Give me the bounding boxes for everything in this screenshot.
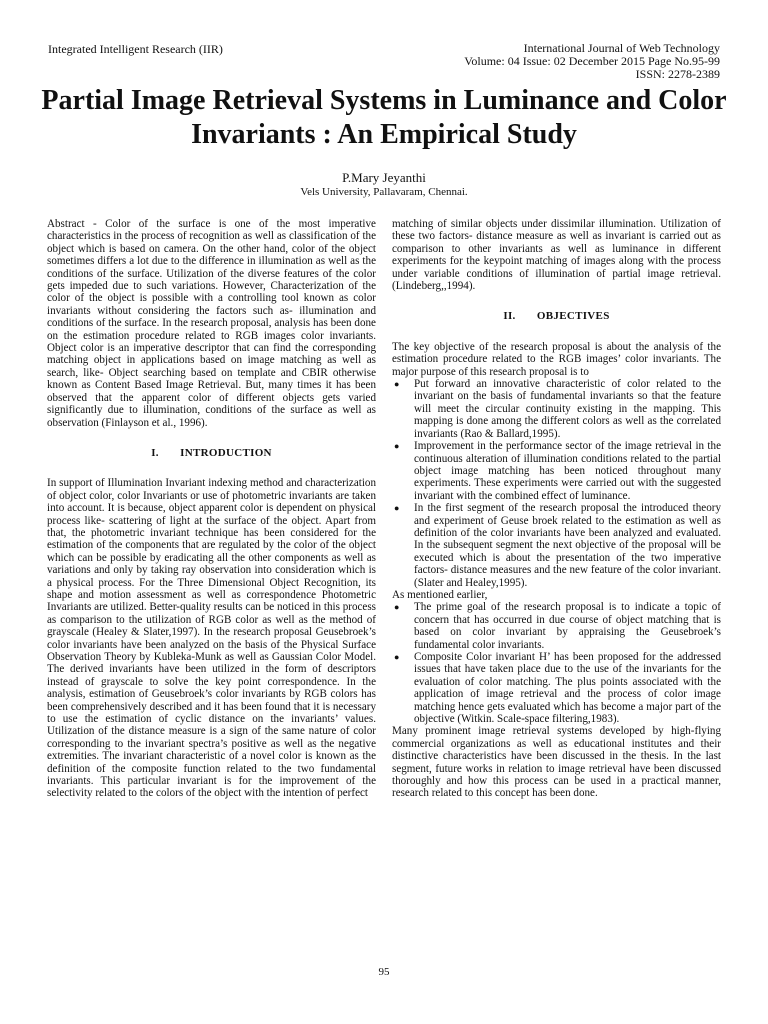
- goals-list: [392, 601, 721, 725]
- paper-title: Partial Image Retrieval Systems in Luminance and Color Invariants : An Empirical Study: [41, 85, 727, 150]
- bullet-icon: ●: [394, 379, 400, 390]
- list-item: ● Composite Color invariant H’ has been proposed for the addressed issues that have taken place due to the use of the invariants for the evaluation of color matching. The plus points associated with the application of image retrieval and the process of color image matching hence gets evaluated which has become a major part of the objective (Witkin. Scale-space filtering,1983).: [394, 651, 721, 726]
- introduction-continued: matching of similar objects under dissimilar illumination. Utilization of these two factors- distance measure as well as invariant is carried out as comparison to other invariants as well as luminance in different experiments for the keypoint matching of images along with the process under variable conditions of illumination of partial image retrieval. (Lindeberg,,1994).: [392, 218, 721, 293]
- introduction-heading: I. INTRODUCTION: [151, 446, 272, 459]
- right-column: [392, 218, 721, 800]
- objectives-heading: II. OBJECTIVES: [503, 310, 610, 323]
- bullet-icon: ●: [394, 652, 400, 662]
- bullet-icon: ●: [394, 441, 400, 452]
- journal-issn: ISSN: 2278-2389: [635, 67, 720, 81]
- objectives-list: [392, 378, 721, 589]
- page-number: 95: [378, 966, 390, 978]
- list-item: ● In the first segment of the research proposal the introduced theory and experiment of Geuse broek related to the estimation as well as definition of the color invariants have been analyzed and evaluated. In the subsequent segment the next objective of the proposal will be executed which is about the presentation of the two imperative factors- distance measures and the new feature of the color invariant. (Slater and Healey,1995).: [394, 502, 721, 589]
- journal-info: [464, 42, 720, 81]
- left-column: [47, 218, 376, 800]
- bullet-icon: ●: [394, 503, 400, 514]
- journal-name: International Journal of Web Technology: [523, 41, 720, 55]
- list-item: ● Improvement in the performance sector of the image retrieval in the continuous alteration of illumination conditions related to the partial object image matching has been noticed throughout many experiments. These experiments were carried out with the suggested invariant with the combined effect of luminance.: [394, 440, 721, 502]
- bullet-icon: ●: [394, 602, 400, 613]
- mentioned-text: As mentioned earlier,: [392, 588, 488, 601]
- author-affiliation: Vels University, Pallavaram, Chennai.: [300, 186, 468, 198]
- introduction-text: In support of Illumination Invariant indexing method and characterization of object color, color Invariants or use of photometric invariants are taken into account. It is because, object apparent color is dependent on physical process like- scattering of light at the surface of the object. Apart from that, the photometric invariant technique has been considered for the estimation of the components that are regulated by the color of the object which can be possible by eradicating all the other components as well as variations and only by taking ray observation into consideration which is a physical process. For the Three Dimensional Object Recognition, its shape and motion assessment as well as correspondence Photometric Invariants are utilized. Better-quality results can be noticed in this process as comparison to the utilization of RGB color as well as the method of grayscale (Healey & Slater,1997). In the research proposal Geusebroek’s color invariants have been analyzed on the basis of the Physical Surface Observation Theory by Kubleka-Munk as well as Gaussian Color Model. The derived invariants have been utilized in the form of descriptors instead of grayscale to solve the key point correspondence. In the analysis, estimation of Geusebroek’s color invariants by RGB colors has been comprehensively described and it has been found that it is necessary to use the estimation of cyclic distance on the invariants’ values. Utilization of the distance measure is a sign of the same nature of color corresponding to the invariant spectra’s positive as well as the negative extremities. The invariant characteristic of a novel color is known as the definition of the composite function related to the two fundamental invariants. This particular invariant is for the improvement of the selectivity related to the colors of the object with the intention of perfect: [47, 477, 376, 800]
- closing-paragraph: Many prominent image retrieval systems developed by high-flying commercial organizations as well as educational institutes and their distinctive characteristics have been discussed in the thesis. In the last segment, future works in relation to image retrieval have been discussed thoroughly and how this process can be used in a practical manner, research related to this concept has been done.: [392, 725, 721, 800]
- journal-volume: Volume: 04 Issue: 02 December 2015 Page No.95-99: [464, 54, 720, 68]
- author-name: P.Mary Jeyanthi: [342, 170, 426, 185]
- abstract: Abstract - Color of the surface is one of the most imperative characteristics in the process of recognition as well as classification of the object which is based on camera. On the other hand, color of the object sometimes differs a lot due to the difference in illumination as well as the conditions of the surface. Utilization of the diverse features of the color gets impeded due to such variations. However, Characterization of the color of the object is possible with a controlling tool known as color invariants without considering the factors such as- illumination and conditions of the surface. In the research proposal, analysis has been done on the estimation procedure related to RGB images color invariants. Object color is an imperative descriptor that can find the corresponding matching object in applications based on image matching as well as search, like- Object searching based on template and CBIR otherwise known as Content Based Image Retrieval. But, many times it has been observed that the apparent color of different objects gets varied significantly due to illumination, conditions of the surface as well as observation (Finlayson et al., 1996).: [47, 218, 376, 429]
- list-item: ● Put forward an innovative characteristic of color related to the invariant on the basis of fundamental invariants so that the feature will meet the circular continuity existing in the mapping. This mapping is done among the different colors as well as the correlated invariants (Rao & Ballard,1995).: [394, 378, 721, 440]
- list-item: ● The prime goal of the research proposal is to indicate a topic of concern that has occurred in due course of object matching that is based on color invariant by appraising the Geusebroek’s fundamental color invariants.: [394, 601, 721, 651]
- objectives-intro: The key objective of the research proposal is about the analysis of the estimation procedure related to the RGB images’ color invariants. The major purpose of this research proposal is to: [392, 340, 721, 378]
- journal-publisher: Integrated Intelligent Research (IIR): [48, 42, 223, 56]
